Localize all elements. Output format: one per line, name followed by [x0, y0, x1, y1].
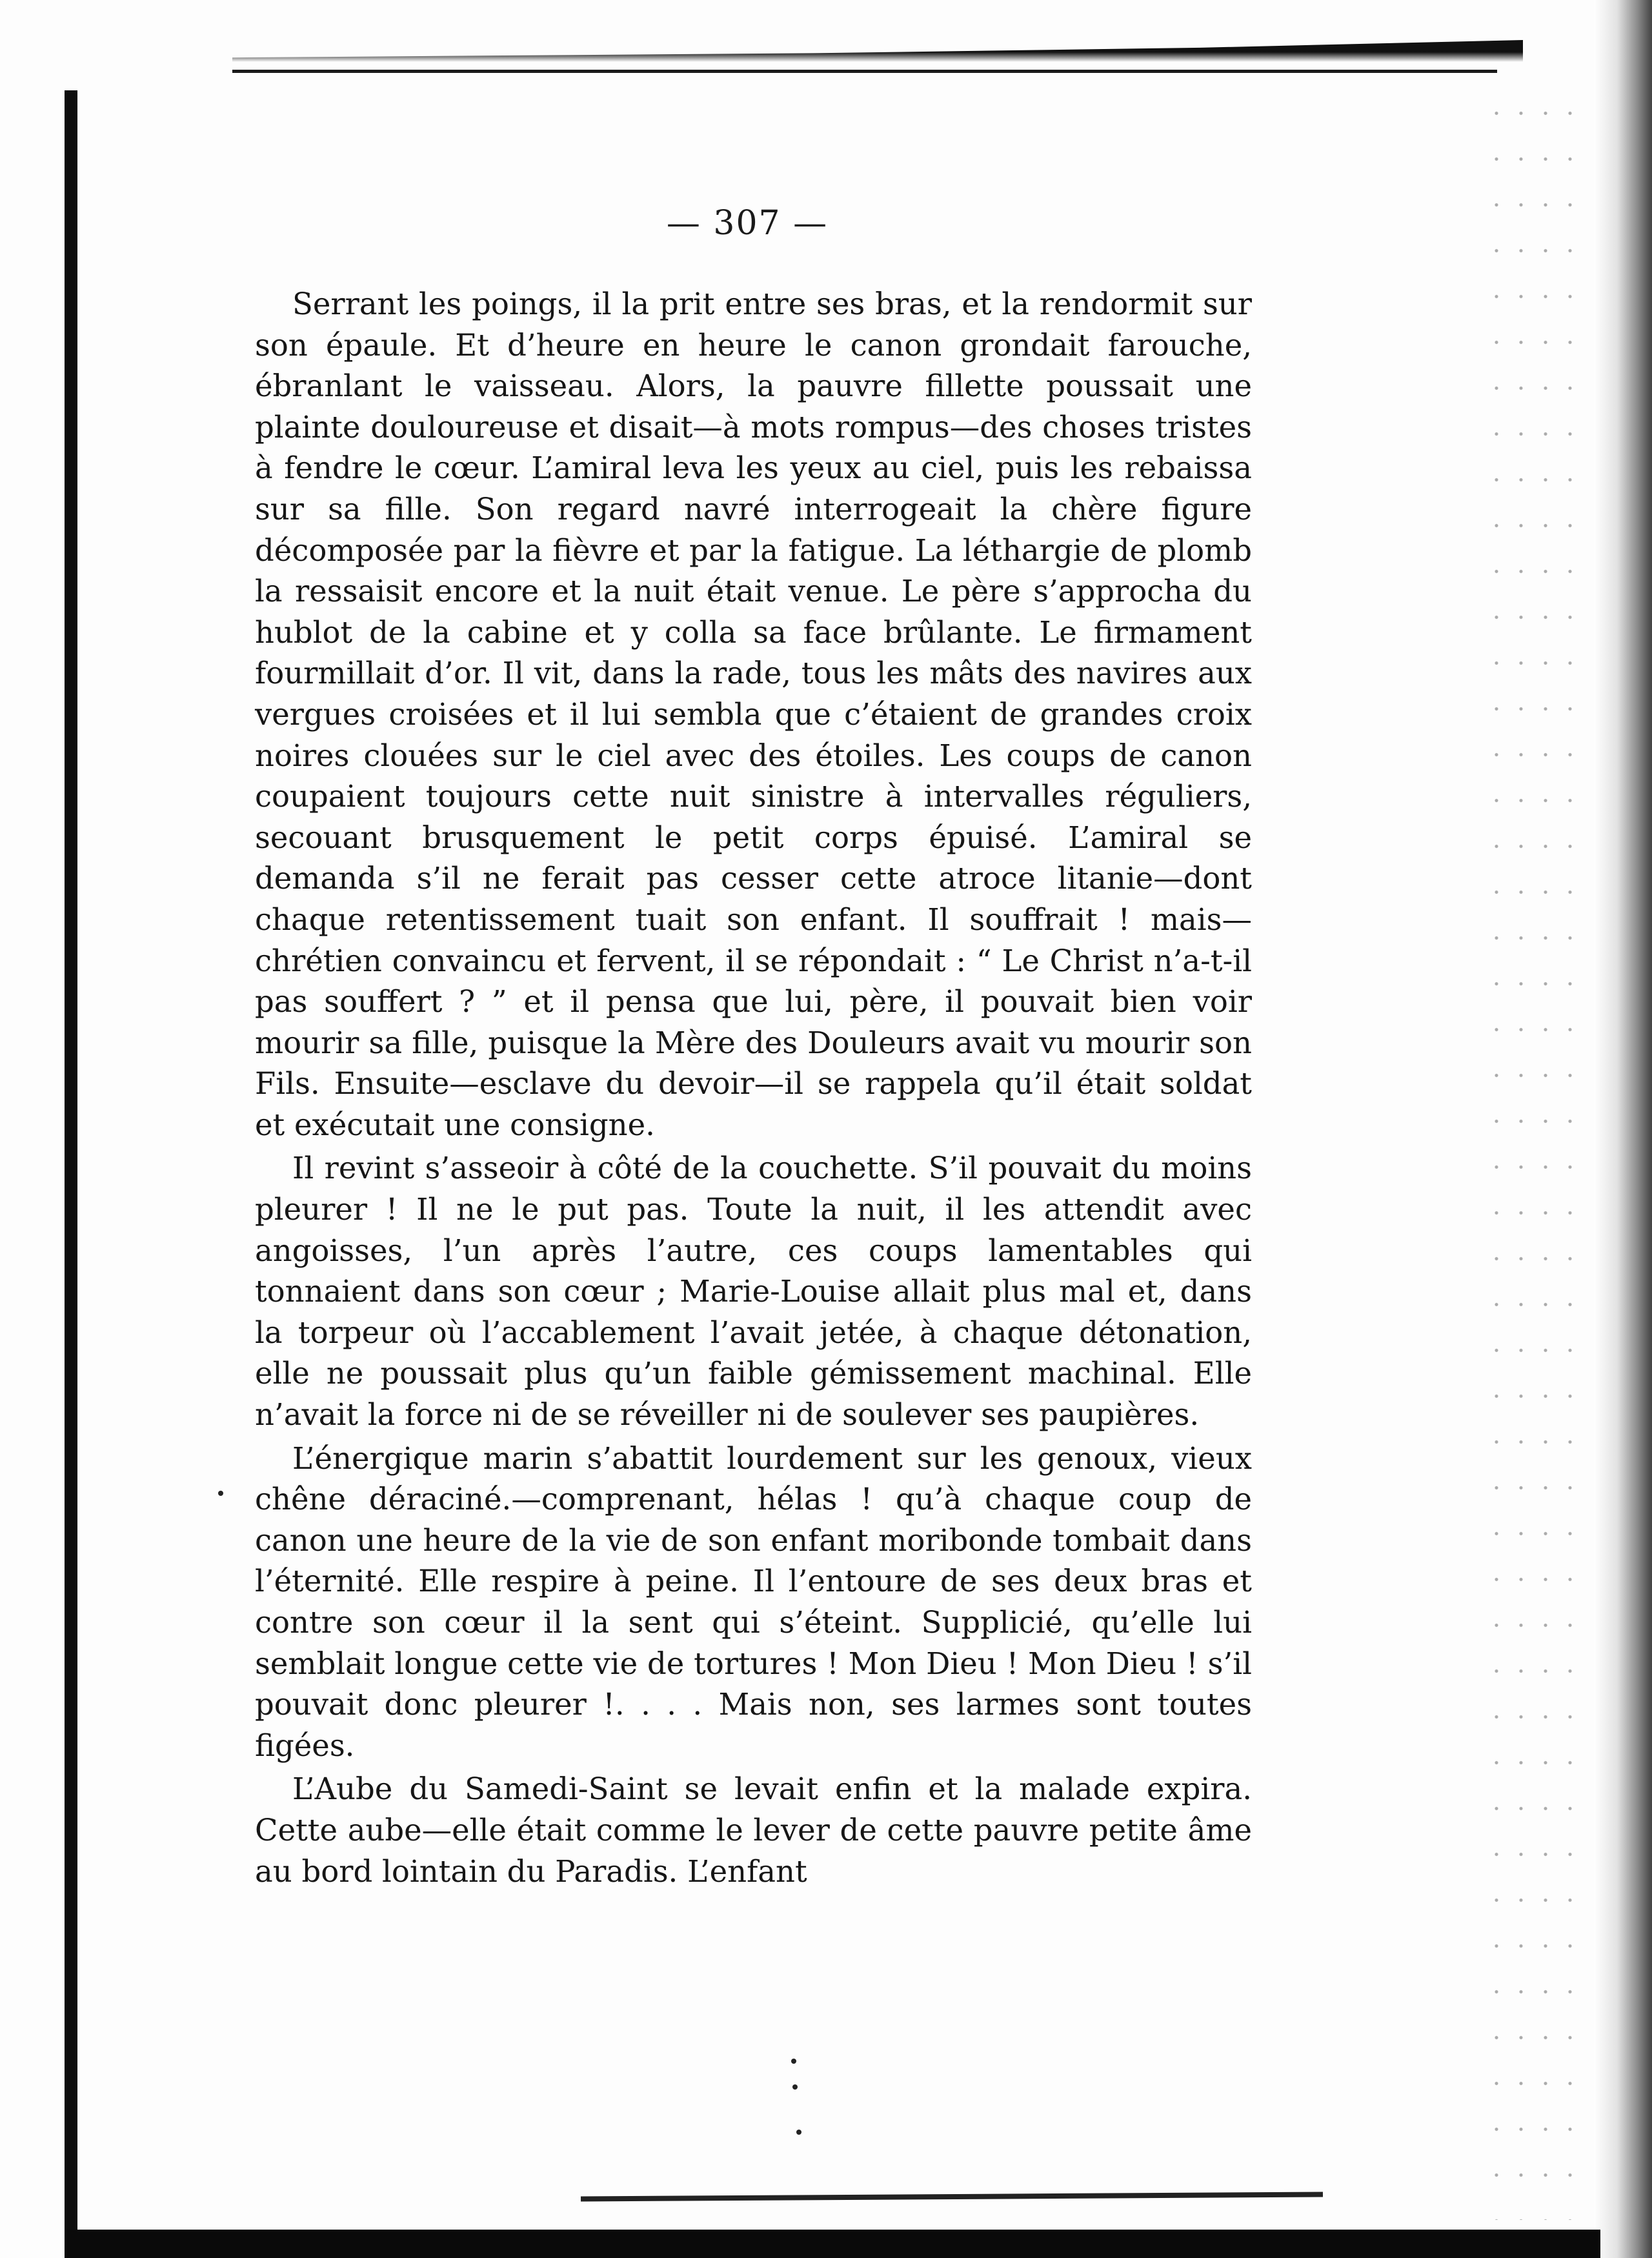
- scan-speck: [792, 2084, 798, 2090]
- scan-right-border: [1594, 0, 1652, 2258]
- scan-speck: [218, 1491, 223, 1496]
- page-number: — 307 —: [666, 204, 829, 243]
- scan-bottom-rule: [581, 2192, 1323, 2201]
- scan-top-shadow: [232, 40, 1523, 62]
- scan-top-rule: [232, 70, 1497, 73]
- paragraph: Serrant les poings, il la prit entre ses bras, et la rendormit sur son épaule. Et d’heure en heure le canon grondait farouche, ébranlant le vaisseau. Alors, la pauvre fillette poussait une plainte douloureuse et disait—à mots rompus—des choses tristes à fendre le cœur. L’amiral leva les yeux au ciel, puis les rebaissa sur sa fille. Son regard navré interrogeait la chère figure décomposée par la fièvre et par la fatigue. La léthargie de plomb la ressaisit encore et la nuit était venue. Le père s’approcha du hublot de la cabine et y colla sa face brûlante. Le firmament fourmillait d’or. Il vit, dans la rade, tous les mâts des navires aux vergues croisées et il lui sembla que c’étaient de grandes croix noires clouées sur le ciel avec des étoiles. Les coups de canon coupaient toujours cette nuit sinistre à intervalles réguliers, secouant brusquement le petit corps épuisé. L’amiral se demanda s’il ne ferait pas cesser cette atroce litanie—dont chaque retentissement tuait son enfant. Il souffrait ! mais—chrétien convaincu et fervent, il se répondait : “ Le Christ n’a-t-il pas souffert ? ” et il pensa que lui, père, il pouvait bien voir mourir sa fille, puisque la Mère des Douleurs avait vu mourir son Fils. Ensuite—esclave du devoir—il se rappela qu’il était soldat et exécutait une consigne.: [255, 287, 1252, 1142]
- paragraph: L’Aube du Samedi-Saint se levait enfin et la malade expira. Cette aube—elle était comme le lever de cette pauvre petite âme au bord lointain du Paradis. L’enfant: [255, 1771, 1252, 1889]
- scan-right-noise: [1484, 90, 1587, 2220]
- body-text: [255, 284, 1252, 1895]
- scan-left-border: [65, 90, 77, 2246]
- scan-speck: [791, 2059, 796, 2064]
- paragraph: Il revint s’asseoir à côté de la couchette. S’il pouvait du moins pleurer ! Il ne le put pas. Toute la nuit, il les attendit avec angoisses, l’un après l’autre, ces coups lamentables qui tonnaient dans son cœur ; Marie-Louise allait plus mal et, dans la torpeur où l’accablement l’avait jetée, à chaque détonation, elle ne poussait plus qu’un faible gémissement machinal. Elle n’avait la force ni de se réveiller ni de soulever ses paupières.: [255, 1151, 1252, 1433]
- scan-speck: [796, 2130, 801, 2135]
- paragraph: L’énergique marin s’abattit lourdement sur les genoux, vieux chêne déraciné.—comprenant, hélas ! qu’à chaque coup de canon une heure de la vie de son enfant moribonde tombait dans l’éternité. Elle respire à peine. Il l’entoure de ses deux bras et contre son cœur il la sent qui s’éteint. Supplicié, qu’elle lui semblait longue cette vie de tortures ! Mon Dieu ! Mon Dieu ! s’il pouvait donc pleurer !. . . . Mais non, ses larmes sont toutes figées.: [255, 1440, 1252, 1763]
- scan-bottom-border: [65, 2230, 1600, 2258]
